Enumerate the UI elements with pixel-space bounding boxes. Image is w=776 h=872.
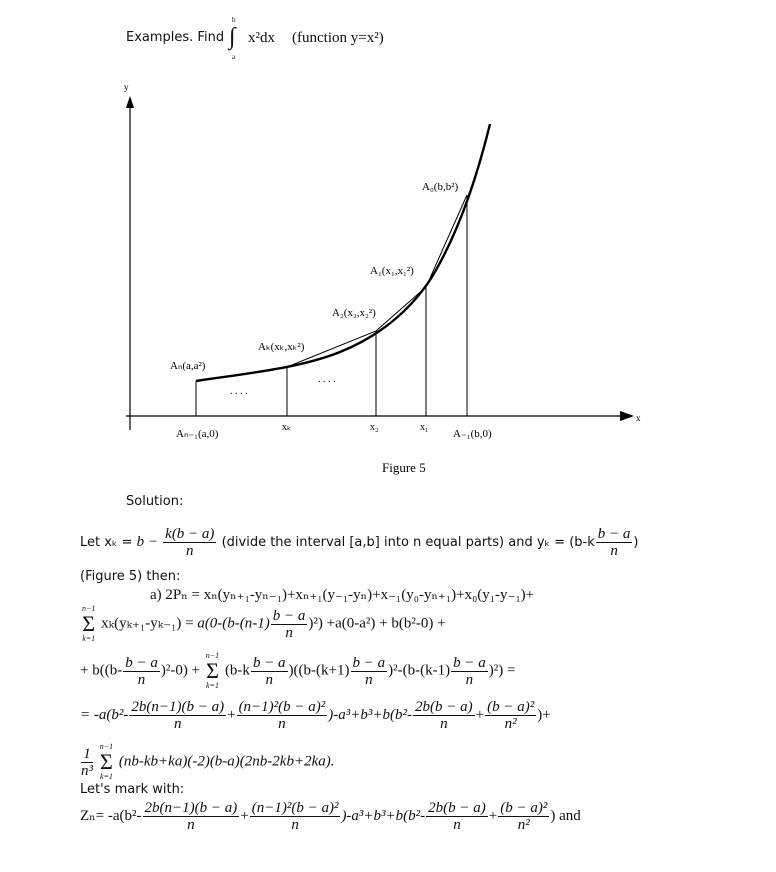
integral-lower-limit: a (232, 53, 236, 61)
frac-num: b − a (352, 654, 386, 671)
fraction-b-a-squared (498, 800, 549, 833)
equation-line-zn (80, 800, 581, 833)
frac-num: 2b(n−1)(b − a) (131, 699, 225, 715)
x-axis-arrow (620, 411, 634, 421)
sum-upper: n−1 (205, 651, 220, 660)
fraction-n-1-squared (250, 800, 341, 833)
c-term-3: (b-k (224, 662, 250, 679)
equation-line-d (80, 699, 551, 732)
sum-lower: k=1 (206, 681, 219, 690)
frac-den: n (440, 716, 448, 732)
frac-num: b − a (597, 526, 631, 542)
plus-sign: + (227, 706, 236, 723)
lets-mark-with: Let's mark with: (80, 782, 185, 797)
c-term-1: + b((b- (80, 662, 123, 679)
dots-lower: . . . . (230, 386, 248, 397)
equation-line-e (80, 742, 334, 782)
frac-num: b − a (272, 607, 306, 624)
b-tail: )²) +a(0-a²) + b(b²-0) + (308, 615, 446, 632)
divide-note: (divide the interval [a,b] into n equal parts) and yₖ = (b-k (221, 535, 595, 550)
frac-den: n² (517, 817, 530, 833)
function-note: (function y=x²) (292, 30, 384, 46)
equation-line-c (80, 651, 515, 691)
frac-den: n (173, 716, 182, 732)
frac-den: n³ (81, 762, 93, 779)
tick-label-a: Aₙ₋₁(a,0) (176, 428, 219, 440)
tick-label-b: A₋₁(b,0) (453, 428, 492, 440)
x-axis-label: x (636, 413, 641, 423)
integrand: x²dx (248, 30, 275, 46)
frac-num: (b − a)² (487, 699, 535, 715)
plus-sign: + (475, 706, 485, 723)
fraction-2b-b-a (413, 699, 475, 732)
fraction-2b-b-a (426, 800, 488, 833)
sum-symbol (206, 651, 219, 691)
frac-num: k(b − a) (165, 526, 215, 542)
a-term: a(0-(b-(n-1) (197, 615, 270, 632)
label-A1: A₁(x₁,x₁²) (370, 265, 414, 277)
solution-heading: Solution: (126, 494, 184, 509)
sum-upper: n−1 (99, 742, 114, 751)
integral-symbol: ∫ (229, 24, 236, 50)
zn-term: Zₙ= -a(b²- (80, 807, 142, 824)
let-xk: Let xₖ = (80, 535, 133, 550)
close-paren: ) (633, 535, 639, 550)
header-prefix: Examples. Find (126, 30, 225, 45)
frac-num: 2b(n−1)(b − a) (144, 800, 238, 816)
frac-num: (n−1)²(b − a)² (251, 800, 339, 816)
sigma-glyph: Σ (100, 749, 113, 774)
fraction-b-a-n (251, 655, 288, 688)
sigma-glyph: Σ (82, 611, 96, 636)
fraction-2b-n-1 (129, 699, 226, 732)
fraction-k-b-a-n (163, 526, 216, 559)
fraction-b-a-n (451, 655, 488, 688)
sum-lower: k=1 (82, 634, 96, 643)
frac-den: n (278, 716, 286, 732)
b-minus: b − (136, 534, 159, 550)
frac-den: n (291, 817, 299, 833)
frac-den: n (187, 817, 195, 833)
c-term-4: )((b-(k+1) (288, 662, 350, 679)
fraction-b-a-n (596, 526, 633, 559)
c-term-2: )²-0) + (160, 662, 201, 679)
frac-num: b − a (453, 654, 486, 671)
sum-upper: n−1 (82, 604, 96, 613)
zn-and: ) and (550, 807, 581, 824)
fraction-b-a-n (271, 608, 308, 641)
frac-den: n (285, 624, 293, 641)
frac-den: n (610, 543, 618, 559)
frac-num: (b − a)² (500, 800, 548, 816)
fraction-b-a-n (123, 655, 160, 688)
label-A2: A₂(x₂,x₂²) (332, 307, 376, 319)
y-axis-label: y (124, 82, 129, 92)
d-term-3: )+ (537, 706, 551, 723)
frac-den: n (186, 543, 194, 559)
fraction-b-a-squared (485, 699, 536, 732)
frac-num: b − a (125, 654, 158, 671)
sum-symbol (82, 604, 95, 644)
frac-den: n (453, 817, 461, 833)
tick-label-x2: x₂ (370, 422, 379, 433)
frac-den: n (465, 671, 474, 688)
dots-upper: . . . . (318, 374, 336, 385)
frac-den: n² (504, 716, 517, 732)
fraction-n-1-squared (237, 699, 328, 732)
c-term-5: )²-(b-(k-1) (388, 662, 451, 679)
figure-then: (Figure 5) then: (80, 569, 181, 584)
plus-sign: + (488, 807, 498, 824)
equation-line-b (80, 604, 446, 644)
sum-lower: k=1 (99, 772, 113, 781)
figure-caption: Figure 5 (382, 460, 426, 475)
label-Ak: Aₖ(xₖ,xₖ²) (258, 341, 305, 353)
frac-num: (n−1)²(b − a)² (238, 699, 326, 715)
fraction-b-a-n (351, 655, 388, 688)
d-term-1: = -a(b²- (80, 706, 129, 723)
zn-term-2: )-a³+b³+b(b²- (341, 807, 426, 824)
d-term-2: )-a³+b³+b(b²- (328, 706, 412, 723)
label-A0: A₀(b,b²) (422, 181, 459, 193)
frac-den: n (365, 671, 373, 688)
c-term-6: )²) = (488, 662, 516, 679)
fraction-1-n3 (81, 746, 93, 779)
equation-line-a: a) 2Pₙ = xₙ(yₙ₊₁-yₙ₋₁)+xₙ₊₁(y₋₁-yₙ)+x₋₁(y₀-yₙ₊₁)+x₀(y₁-y₋₁)+ (150, 587, 535, 603)
frac-den: n (265, 671, 273, 688)
tick-label-x1: x₁ (420, 422, 429, 433)
fraction-2b-n-1 (143, 800, 240, 833)
frac-num: 1 (81, 746, 93, 763)
xk-term: xₖ(yₖ₊₁-yₖ₋₁) = (101, 615, 194, 632)
y-axis-arrow (126, 96, 134, 108)
frac-num: 2b(b − a) (428, 800, 486, 816)
frac-den: n (137, 671, 146, 688)
label-An: Aₙ(a,a²) (170, 360, 206, 372)
tick-label-xk: xₖ (282, 422, 292, 433)
e-term: (nb-kb+ka)(-2)(b-a)(2nb-2kb+2ka). (118, 753, 335, 770)
frac-num: b − a (252, 654, 286, 671)
parabola-curve (196, 124, 490, 381)
plus-sign: + (240, 807, 249, 824)
sigma-glyph: Σ (206, 658, 219, 683)
frac-num: 2b(b − a) (415, 699, 473, 715)
integral-upper-limit: b (232, 16, 236, 24)
sum-symbol (100, 742, 113, 782)
let-xk-line (80, 526, 638, 559)
